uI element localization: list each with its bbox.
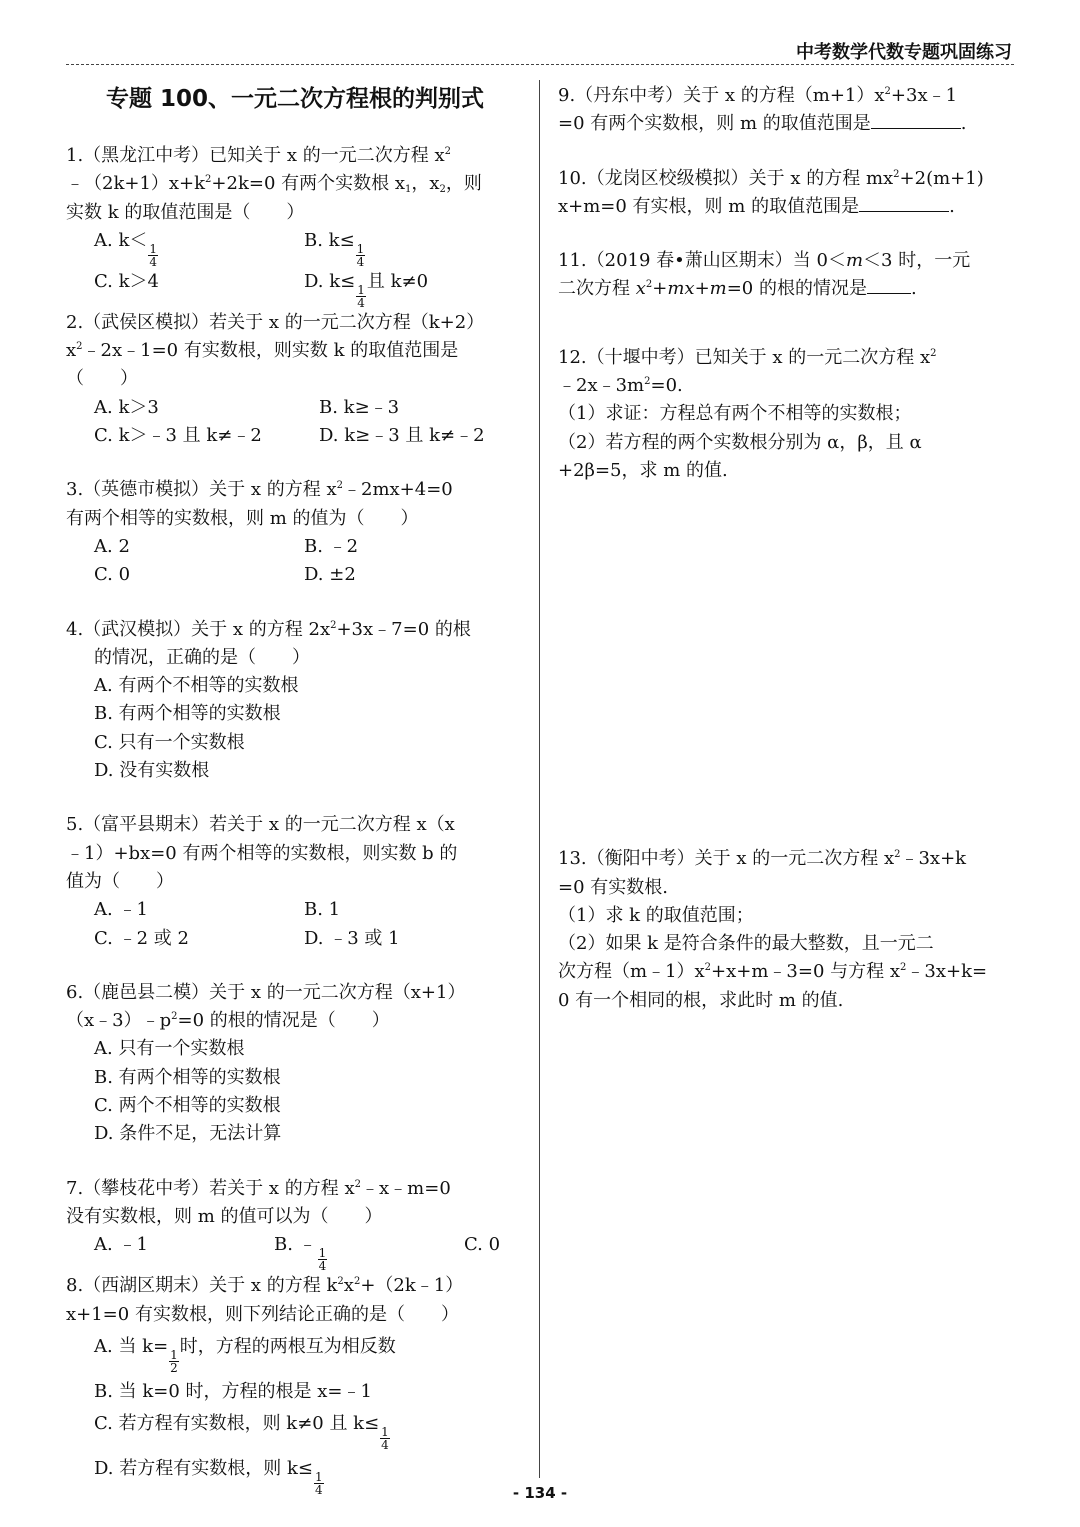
question-7: 7.（攀枝花中考）若关于 x 的方程 $x^2﹣x﹣m=0$ 没有实数根，则 m 的值可以为（ ） A. ﹣1 B. ﹣ $\frac{1}{4}$ C. 0	[66, 1175, 524, 1273]
fraction: $\frac{1}{4}$	[149, 241, 157, 269]
options	[66, 533, 524, 590]
part-1: （1）求 k 的取值范围；	[558, 904, 754, 926]
fraction: $\frac{1}{4}$	[357, 282, 365, 310]
fraction: $\frac{1}{4}$	[314, 1470, 323, 1498]
option-a: A. 有两个不相等的实数根	[94, 675, 299, 697]
option-a: A. 当 k= $\frac{1}{2}$ 时，方程的两根互为相反数	[94, 1335, 396, 1375]
page-number: - 134 -	[512, 1484, 568, 1502]
option-d: D. 没有实数根	[94, 760, 210, 782]
option-c: C. 0	[94, 564, 131, 586]
option-c: C. 只有一个实数根	[94, 731, 245, 753]
option-c: C. 0	[464, 1234, 501, 1256]
option-b: B. 1	[304, 899, 341, 921]
option-d: D. ﹣3 或 1	[304, 927, 400, 949]
answer-blank[interactable]	[867, 275, 911, 294]
options	[66, 227, 524, 309]
question-6: 6.（鹿邑县二模）关于 x 的一元二次方程（x+1） $(x﹣3)﹣p^2=0$ 的根的情况是（ ） A. 只有一个实数根 B. 有两个相等的实数根 C. 两个不相等的实数根 D. 条件不足，无法计算	[66, 979, 524, 1149]
option-c: C. ﹣2 或 2	[94, 927, 189, 949]
question-2: 2.（武侯区模拟）若关于 x 的一元二次方程（k+2） $x^2﹣2x﹣1=0$ 有实数根，则实数 k 的取值范围是 （ ） A. k＞3 B. k≥﹣3 C. k＞﹣3 且 k≠﹣2 D. k≥﹣3 且 k≠﹣2	[66, 309, 524, 450]
options	[66, 672, 524, 785]
fraction: $\frac{1}{4}$	[318, 1246, 327, 1274]
left-column	[66, 142, 524, 1496]
options	[66, 1333, 524, 1496]
fraction: $\frac{1}{2}$	[170, 1347, 178, 1375]
option-b: B. ﹣2	[304, 535, 359, 557]
question-8: 8.（西湖区期末）关于 x 的方程 $k^2x^2+(2k﹣1)$ x+1=0 有实数根，则下列结论正确的是（ ） A. 当 k= $\frac{1}{2}$ 时，方程的两根互为相反数 B. 当 k=0 时，方程的根是 x=﹣1 C. 若方程有实数根，则 k≠0 且 k≤ $\frac{1}{4}$ D. 若方程有实数根，则 k≤ $\frac{1}{4}$	[66, 1272, 524, 1496]
header-divider	[66, 64, 1014, 65]
option-c: C. k＞﹣3 且 k≠﹣2	[94, 425, 262, 447]
question-4: 4.（武汉模拟）关于 x 的方程 $2x^2+3x﹣7=0$ 的根 的情况，正确的是（ ） A. 有两个不相等的实数根 B. 有两个相等的实数根 C. 只有一个实数根 D. 没有实数根	[66, 616, 524, 786]
option-a: A. 2	[94, 535, 130, 557]
option-a: A. k＜ $\frac{1}{4}$	[94, 229, 157, 269]
question-1: 1.（黑龙江中考）已知关于 x 的一元二次方程 $x^2$ $﹣(2k+1)x+k^2+2k=0$ 有两个实数根 $x_1$，$x_2$，则 实数 k 的取值范围是（ ） A. k＜ $\frac{1}{4}$ B. k≤ $\frac{1}{4}$ C. k＞4 D. k≤ $\frac{1}{4}$ 且 k≠0	[66, 142, 524, 309]
answer-blank[interactable]	[871, 110, 961, 129]
option-a: A. 只有一个实数根	[94, 1038, 245, 1060]
question-13: 13.（衡阳中考）关于 x 的一元二次方程 $x^2﹣3x+k$ =0 有实数根. （1）求 k 的取值范围； （2）如果 k 是符合条件的最大整数，且一元二 次方程$(m﹣1)x^2+x+m﹣3=0$ 与方程 $x^2﹣3x+k=$ 0 有一个相同的根，求此时 m 的值.	[558, 845, 1020, 1015]
option-b: B. 当 k=0 时，方程的根是 x=﹣1	[94, 1380, 372, 1402]
option-b: B. k≥﹣3	[319, 396, 400, 418]
part-1: （1）求证：方程总有两个不相等的实数根；	[558, 403, 912, 425]
column-divider	[539, 80, 540, 1478]
option-d: D. ±2	[304, 564, 356, 586]
answer-blank[interactable]	[859, 193, 949, 212]
options	[66, 896, 524, 953]
question-10: 10.（龙岗区校级模拟）关于 x 的方程 $mx^2+2(m+1)$ x+m=0 有实根，则 m 的取值范围是 .	[558, 167, 984, 217]
option-c: C. k＞4	[94, 270, 159, 292]
option-a: A. ﹣1	[94, 899, 148, 921]
question-3: 3.（英德市模拟）关于 x 的方程 $x^2﹣2mx+4=0$ 有两个相等的实数根，则 m 的值为（ ） A. 2 B. ﹣2 C. 0 D. ±2	[66, 476, 524, 589]
question-12: 12.（十堰中考）已知关于 x 的一元二次方程 $x^2$ $﹣2x﹣3m^2=0$. （1）求证：方程总有两个不相等的实数根； （2）若方程的两个实数根分别为 α，β，且 α +2β=5，求 m 的值.	[558, 344, 1020, 485]
header-title: 中考数学代数专题巩固练习	[796, 42, 1012, 63]
question-9: 9.（丹东中考）关于 x 的方程$(m+1)x^2+3x﹣1$ =0 有两个实数根，则 m 的取值范围是 .	[558, 85, 967, 135]
option-b: B. k≤ $\frac{1}{4}$	[304, 229, 365, 269]
options	[66, 1231, 524, 1272]
option-d: D. 若方程有实数根，则 k≤ $\frac{1}{4}$	[94, 1458, 323, 1498]
question-11: 11.（2019 春•萧山区期末）当 0＜m＜3 时，一元 二次方程 $x^2+mx+m=0$ 的根的情况是 .	[558, 250, 971, 300]
question-5: 5.（富平县期末）若关于 x 的一元二次方程 x（x ﹣1）+bx=0 有两个相等的实数根，则实数 b 的 值为（ ） A. ﹣1 B. 1 C. ﹣2 或 2 D. ﹣3 或 1	[66, 811, 524, 952]
options	[66, 394, 524, 451]
part-2: （2）若方程的两个实数根分别为 α，β，且 α	[558, 431, 922, 453]
fraction: $\frac{1}{4}$	[381, 1425, 389, 1453]
option-b: B. ﹣ $\frac{1}{4}$	[274, 1234, 327, 1274]
option-b: B. 有两个相等的实数根	[94, 1066, 281, 1088]
doc-title: 专题 100、一元二次方程根的判别式	[105, 86, 485, 112]
fraction: $\frac{1}{4}$	[356, 241, 365, 269]
option-c: C. 两个不相等的实数根	[94, 1095, 281, 1117]
option-b: B. 有两个相等的实数根	[94, 703, 281, 725]
option-d: D. 条件不足，无法计算	[94, 1123, 282, 1145]
options	[66, 1035, 524, 1148]
option-a: A. k＞3	[94, 396, 159, 418]
option-c: C. 若方程有实数根，则 k≠0 且 k≤ $\frac{1}{4}$	[94, 1413, 389, 1453]
right-column	[558, 82, 1020, 1015]
option-d: D. k≥﹣3 且 k≠﹣2	[319, 425, 485, 447]
part-2: （2）如果 k 是符合条件的最大整数，且一元二	[558, 933, 934, 955]
option-d: D. k≤ $\frac{1}{4}$ 且 k≠0	[304, 270, 429, 310]
option-a: A. ﹣1	[94, 1234, 148, 1256]
